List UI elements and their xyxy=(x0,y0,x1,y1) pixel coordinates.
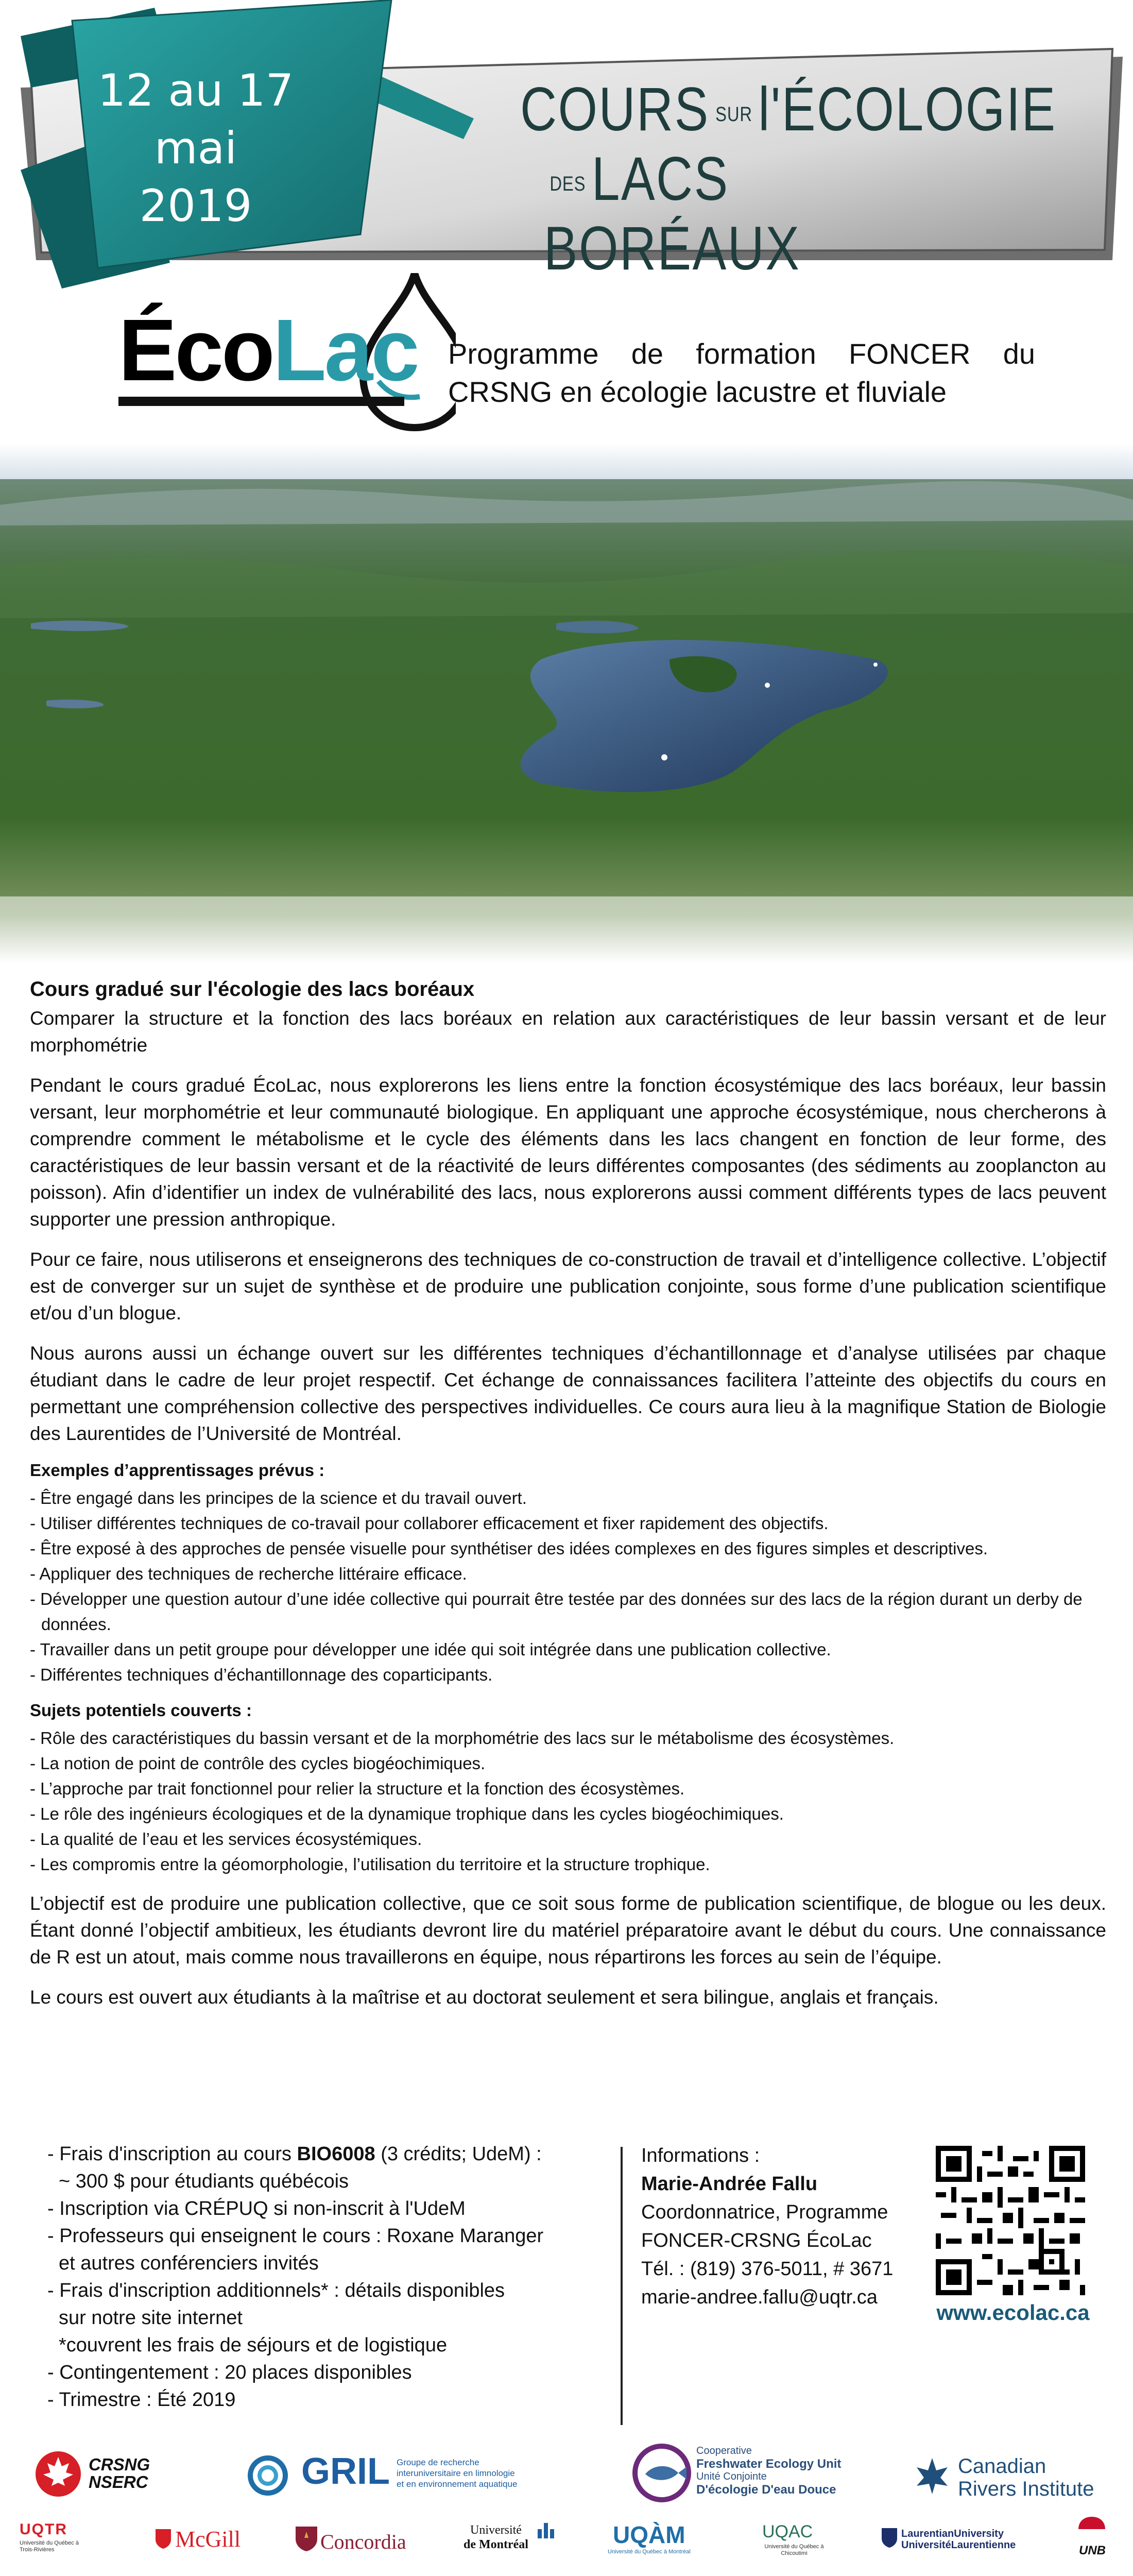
fees-list xyxy=(47,2141,609,2414)
fee-line: ~ 300 $ pour étudiants québécois xyxy=(59,2171,349,2192)
fee-line: et autres conférenciers invités xyxy=(59,2252,319,2274)
gril-swirl-icon xyxy=(247,2455,296,2496)
title-ecologie: l'ÉCOLOGIE xyxy=(758,75,1057,144)
unb-logo: UNB xyxy=(1079,2544,1106,2557)
partner-logos xyxy=(0,2429,1133,2576)
concordia-crest-icon xyxy=(294,2524,319,2553)
list-item: - Travailler dans un petit groupe pour développer une idée qui soit intégrée dans une publication collective. xyxy=(30,1637,1106,1662)
udem-logo: Université de Montréal xyxy=(464,2523,528,2551)
list-item: - Les compromis entre la géomorphologie, l’utilisation du territoire et la structure trophique. xyxy=(30,1852,1106,1877)
qr-code-icon xyxy=(936,2146,1085,2295)
fee-line: - Trimestre : Été 2019 xyxy=(47,2389,236,2411)
title-sur: SUR xyxy=(715,103,752,126)
uqtr-logo: UQTR xyxy=(20,2521,67,2538)
contact-label: Informations : xyxy=(641,2145,760,2166)
fee-line: - Professeurs qui enseignent le cours : Roxane Maranger xyxy=(47,2225,544,2247)
fee-line: *couvrent les frais de séjours et de logistique xyxy=(59,2334,448,2356)
list-item: - Utiliser différentes techniques de co-travail pour collaborer efficacement et fixer rapidement des objectifs. xyxy=(30,1511,1106,1536)
contact-email[interactable]: marie-andree.fallu@uqtr.ca xyxy=(641,2286,878,2308)
program-description: Programme de formation FONCER du CRSNG en écologie lacustre et fluviale xyxy=(448,337,1035,408)
crsng-nserc-logo xyxy=(89,2456,150,2491)
rivers-institute-icon xyxy=(912,2455,953,2496)
uqtr-subtitle: Université du Québec à Trois-Rivières xyxy=(20,2540,79,2553)
gril-description: Groupe de recherche interuniversitaire en limnologie et en environnement aquatique xyxy=(397,2458,518,2489)
date-days: 12 au 17 xyxy=(97,65,294,116)
mcgill-logo: McGill xyxy=(175,2527,241,2552)
aerial-lake-photo xyxy=(0,443,1133,963)
course-paragraph-5: Le cours est ouvert aux étudiants à la maîtrise et au doctorat seulement et sera bilingue, anglais et français. xyxy=(30,1987,939,2008)
contact-name: Marie-Andrée Fallu xyxy=(641,2173,818,2195)
info-divider xyxy=(621,2147,623,2425)
learning-heading: Exemples d’apprentissages prévus : xyxy=(30,1461,325,1480)
fee-line: - Frais d'inscription au cours BIO6008 (3 crédits; UdeM) : xyxy=(47,2143,542,2165)
contact-role: FONCER-CRSNG ÉcoLac xyxy=(641,2230,872,2251)
ecolac-logo-text xyxy=(118,301,418,399)
title-des: DES xyxy=(550,173,586,195)
uqac-subtitle: Université du Québec à Chicoutimi xyxy=(764,2544,824,2556)
list-item: - Le rôle des ingénieurs écologiques et de la dynamique trophique dans les cycles biogéochimiques. xyxy=(30,1801,1106,1826)
course-paragraph-2: Pour ce faire, nous utiliserons et enseignerons des techniques de co-construction de travail et d’intelligence collective. L’objectif est de converger sur un sujet de synthèse et de produire une publication conjointe, sous forme d’une publication scientifique et/ou d’un blogue. xyxy=(30,1249,1106,1324)
logo-lac: Lac xyxy=(272,301,418,399)
course-subtitle: Comparer la structure et la fonction des lacs boréaux en relation aux caractéristiques de leur bassin versant et de leur morphométrie xyxy=(30,1008,1106,1056)
course-paragraph-4: L’objectif est de produire une publication collective, que ce soit sous forme de publication scientifique, de blogue ou les deux. Étant donné l’objectif ambitieux, les étudiants devront lire du matériel préparatoire avant le début du cours. Une connaissance de R est un atout, mais comme nous travaillerons en équipe, nous répartirons les forces au sein de l’équipe. xyxy=(30,1893,1106,1968)
course-paragraph-1: Pendant le cours gradué ÉcoLac, nous explorerons les liens entre la fonction écosystémique des lacs boréaux, leur bassin versant, leur morphométrie et leur communauté biologique. En appliquant une approche écosystémique, nous chercherons à comprendre comment le métabolisme et le cycle des éléments dans les lacs changent en fonction de leur forme, des caractéristiques de leur bassin versant et de la réactivité de leurs différentes composantes (des sédiments au zooplancton au poisson). Afin d’identifier un index de vulnérabilité des lacs, nous explorerons aussi comment différents types de lacs peuvent supporter une pression anthropique. xyxy=(30,1075,1106,1230)
course-title xyxy=(520,75,1057,283)
gril-logo: GRIL xyxy=(301,2451,390,2492)
crsng-text: CRSNG xyxy=(89,2455,150,2474)
laurentian-logo: LaurentianUniversity UniversitéLaurentienne xyxy=(901,2528,1016,2551)
title-cours: COURS xyxy=(520,75,710,144)
list-item: - L’approche par trait fonctionnel pour relier la structure et la fonction des écosystèmes. xyxy=(30,1776,1106,1801)
logo-eco: Éco xyxy=(118,301,273,399)
contact-info xyxy=(641,2142,930,2312)
unb-crest-icon xyxy=(1076,2516,1107,2541)
uqac-logo: UQAC xyxy=(762,2522,813,2541)
fee-line: - Frais d'inscription additionnels* : détails disponibles xyxy=(47,2280,505,2301)
contact-role: Coordonnatrice, Programme xyxy=(641,2201,888,2223)
date-year: 2019 xyxy=(139,180,252,232)
freshwater-unit-fish-icon xyxy=(631,2442,693,2504)
list-item: - La notion de point de contrôle des cycles biogéochimiques. xyxy=(30,1751,1106,1776)
uqam-logo: UQÀM xyxy=(613,2521,685,2548)
learning-list xyxy=(30,1485,1106,1687)
list-item: - Différentes techniques d’échantillonnage des coparticipants. xyxy=(30,1662,1106,1687)
list-item: - Appliquer des techniques de recherche littéraire efficace. xyxy=(30,1561,1106,1586)
nserc-text: NSERC xyxy=(89,2472,148,2492)
title-lacs-boreaux: LACS BORÉAUX xyxy=(543,144,801,283)
list-item: - Développer une question autour d’une idée collective qui pourrait être testée par des données sur des lacs de la région durant un derby de données. xyxy=(30,1586,1106,1637)
udem-building-icon xyxy=(536,2522,556,2539)
mcgill-crest-icon xyxy=(154,2528,172,2550)
canadian-rivers-institute-logo: Canadian Rivers Institute xyxy=(958,2455,1094,2500)
uqam-subtitle: Université du Québec à Montréal xyxy=(608,2549,691,2555)
date-month: mai xyxy=(154,123,237,174)
contact-phone: Tél. : (819) 376-5011, # 3671 xyxy=(641,2258,894,2280)
list-item: - Être exposé à des approches de pensée visuelle pour synthétiser des idées complexes en des figures simples et descriptives. xyxy=(30,1536,1106,1561)
fee-line: - Contingentement : 20 places disponibles xyxy=(47,2362,412,2383)
info-block xyxy=(47,2141,1108,2429)
list-item: - La qualité de l’eau et les services écosystémiques. xyxy=(30,1826,1106,1852)
maple-leaf-icon xyxy=(30,2450,87,2499)
course-dates xyxy=(88,62,304,235)
laurentian-crest-icon xyxy=(881,2527,898,2549)
list-item: - Rôle des caractéristiques du bassin versant et de la morphométrie des lacs sur le métabolisme des écosystèmes. xyxy=(30,1725,1106,1751)
course-paragraph-3: Nous aurons aussi un échange ouvert sur les différentes techniques d’échantillonnage et d’analyse utilisées par chaque étudiant dans le cadre de leur projet respectif. Cet échange de connaissances facilitera l’atteinte des objectifs du cours en permettant une compréhension collective des perspectives individuelles. Ce cours aura lieu à la magnifique Station de Biologie des Laurentides de l’Université de Montréal. xyxy=(30,1343,1106,1444)
list-item: - Être engagé dans les principes de la science et du travail ouvert. xyxy=(30,1485,1106,1511)
course-heading: Cours gradué sur l'écologie des lacs boréaux xyxy=(30,978,475,1001)
topics-list xyxy=(30,1725,1106,1877)
course-content xyxy=(30,974,1106,2024)
fee-line: - Inscription via CRÉPUQ si non-inscrit à l'UdeM xyxy=(47,2198,466,2219)
freshwater-unit-logo: Cooperative Freshwater Ecology Unit Unité Conjointe D'écologie D'eau Douce xyxy=(696,2445,842,2497)
website-link[interactable]: www.ecolac.ca xyxy=(936,2300,1090,2325)
fee-line: sur notre site internet xyxy=(59,2307,243,2329)
topics-heading: Sujets potentiels couverts : xyxy=(30,1701,252,1720)
concordia-logo: Concordia xyxy=(320,2530,406,2553)
